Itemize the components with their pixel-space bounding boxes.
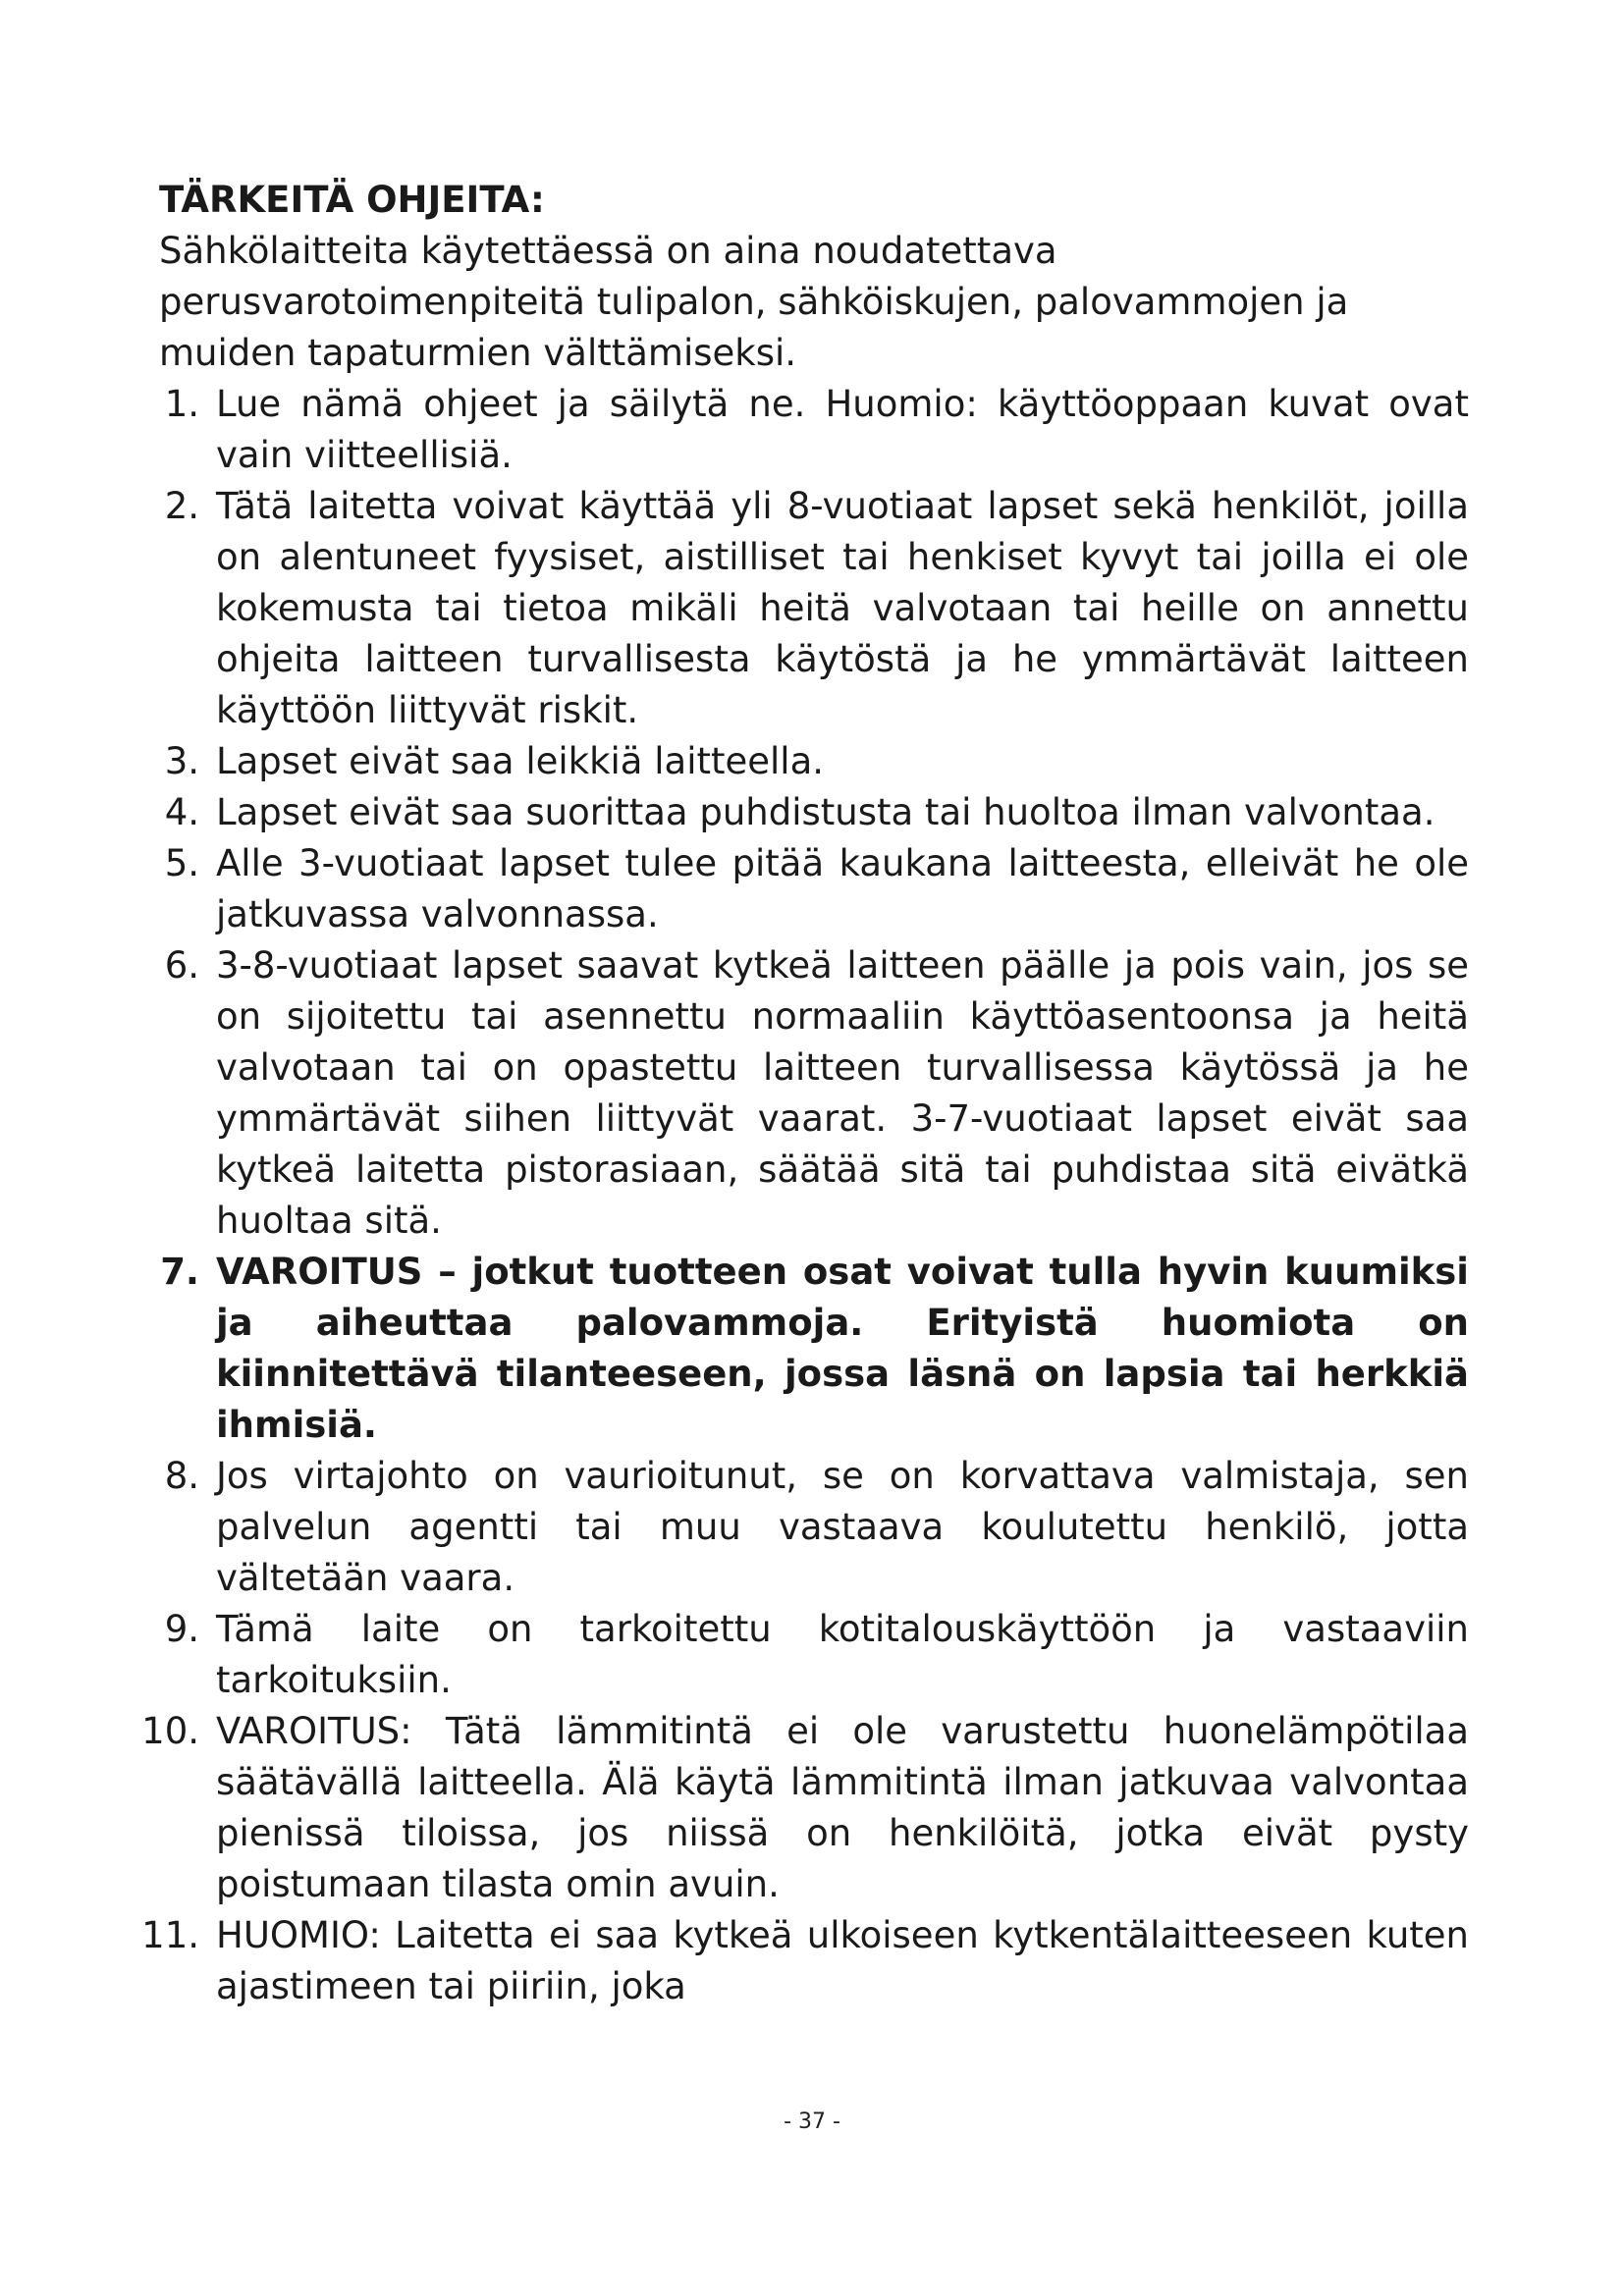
item-number: 2. xyxy=(164,485,199,527)
item-text: Alle 3-vuotiaat lapset tulee pitää kaukana laitteesta, elleivät he ole jatkuvassa valvonnassa. xyxy=(216,842,1469,935)
list-item xyxy=(159,736,1489,787)
item-text: VAROITUS: Tätä lämmitintä ei ole varustettu huonelämpötilaa säätävällä laitteella. Älä käytä lämmitintä ilman jatkuvaa valvontaa pienissä tiloissa, jos niissä on henkilöitä, jotka eivät pysty poistumaan tilasta omin avuin. xyxy=(216,1710,1469,1905)
item-number: 10. xyxy=(141,1710,199,1752)
item-text: Lapset eivät saa leikkiä laitteella. xyxy=(216,740,825,782)
item-text: HUOMIO: Laitetta ei saa kytkeä ulkoiseen kytkentälaitteeseen kuten ajastimeen tai piiriin, joka xyxy=(216,1914,1469,2007)
list-item xyxy=(159,379,1489,481)
item-number: 11. xyxy=(141,1914,199,1956)
item-number: 8. xyxy=(164,1455,199,1497)
item-number: 4. xyxy=(164,791,199,833)
list-item xyxy=(141,1706,1489,1910)
item-number: 3. xyxy=(164,740,199,782)
warning-list-item xyxy=(159,1247,1489,1451)
item-text: VAROITUS – jotkut tuotteen osat voivat tulla hyvin kuumiksi ja aiheuttaa palovammoja. Erityistä huomiota on kiinnitettävä tilanteeseen, jossa läsnä on lapsia tai herkkiä ihmisiä. xyxy=(216,1251,1469,1446)
item-text: Lapset eivät saa suorittaa puhdistusta tai huoltoa ilman valvontaa. xyxy=(216,791,1435,833)
item-number: 7. xyxy=(160,1251,199,1293)
list-item xyxy=(159,787,1489,838)
list-item xyxy=(159,1604,1489,1706)
section-heading: TÄRKEITÄ OHJEITA: xyxy=(159,179,545,221)
page-number: - 37 - xyxy=(784,2109,840,2134)
instructions-section xyxy=(141,175,1489,2012)
instruction-list xyxy=(141,379,1489,2012)
item-number: 5. xyxy=(164,842,199,884)
list-item xyxy=(159,1451,1489,1604)
item-number: 9. xyxy=(164,1608,199,1650)
list-item xyxy=(159,838,1489,940)
list-item xyxy=(159,940,1489,1247)
intro-paragraph: Sähkölaitteita käytettäessä on aina noudatettava perusvarotoimenpiteitä tulipalon, sähköiskujen, palovammojen ja muiden tapaturmien välttämiseksi. xyxy=(159,230,1349,374)
item-number: 6. xyxy=(164,944,199,987)
list-item xyxy=(141,1910,1489,2012)
item-text: Jos virtajohto on vaurioitunut, se on korvattava valmistaja, sen palvelun agentti tai muu vastaava koulutettu henkilö, jotta vältetään vaara. xyxy=(216,1455,1469,1599)
item-text: Tämä laite on tarkoitettu kotitalouskäyttöön ja vastaaviin tarkoituksiin. xyxy=(216,1608,1469,1701)
list-item xyxy=(159,481,1489,736)
item-text: 3-8-vuotiaat lapset saavat kytkeä laitteen päälle ja pois vain, jos se on sijoitettu tai asennettu normaaliin käyttöasentoonsa ja heitä valvotaan tai on opastettu laitteen turvallisessa käytössä ja he ymmärtävät siihen liittyvät vaarat. 3-7-vuotiaat lapset eivät saa kytkeä laitetta pistorasiaan, säätää sitä tai puhdistaa sitä eivätkä huoltaa sitä. xyxy=(216,944,1469,1242)
item-text: Tätä laitetta voivat käyttää yli 8-vuotiaat lapset sekä henkilöt, joilla on alentuneet fyysiset, aistilliset tai henkiset kyvyt tai joilla ei ole kokemusta tai tietoa mikäli heitä valvotaan tai heille on annettu ohjeita laitteen turvallisesta käytöstä ja he ymmärtävät laitteen käyttöön liittyvät riskit. xyxy=(216,485,1469,731)
item-number: 1. xyxy=(164,383,199,425)
item-text: Lue nämä ohjeet ja säilytä ne. Huomio: käyttöoppaan kuvat ovat vain viitteellisiä. xyxy=(216,383,1469,476)
